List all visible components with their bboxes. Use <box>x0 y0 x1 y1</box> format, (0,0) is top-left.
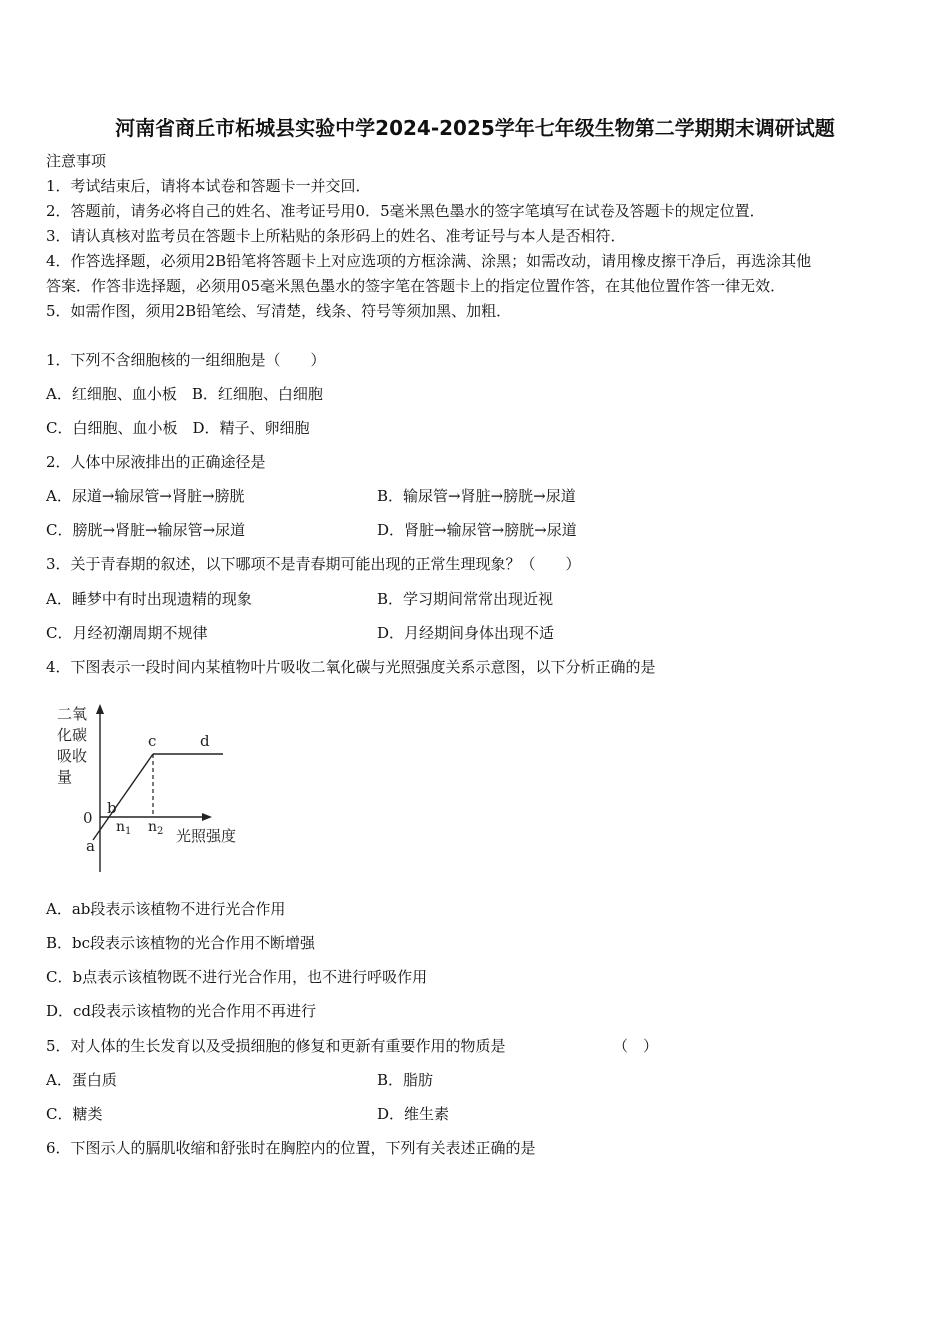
option-b: B．bc段表示该植物的光合作用不断增强 <box>46 934 316 952</box>
answer-paren: （ ） <box>613 1037 659 1055</box>
tick-n1-label: $n_1$ <box>116 819 132 837</box>
x-axis-arrow <box>202 813 212 821</box>
option-c: C．月经初潮周期不规律 <box>46 624 208 642</box>
point-c-label: c <box>148 732 157 750</box>
notice-item: 3．请认真核对监考员在答题卡上所粘贴的条形码上的姓名、准考证号与本人是否相符． <box>46 227 626 245</box>
notice-item: 答案．作答非选择题，必须用05毫米黑色墨水的签字笔在答题卡上的指定位置作答，在其他位置作答一律无效． <box>46 277 786 295</box>
notice-item: 4．作答选择题，必须用2B铅笔将答题卡上对应选项的方框涂满、涂黑；如需改动，请用橡皮擦干净后，再选涂其他 <box>46 252 812 270</box>
option-b: B．学习期间常常出现近视 <box>377 590 554 608</box>
y-axis-label-4: 量 <box>57 768 73 786</box>
y-axis-label-1: 二氧 <box>57 705 88 723</box>
option-a: A．蛋白质 <box>46 1071 117 1089</box>
question-stem: 5．对人体的生长发育以及受损细胞的修复和更新有重要作用的物质是 <box>46 1037 506 1055</box>
point-a-label: a <box>86 837 95 855</box>
option-d: D．月经期间身体出现不适 <box>377 624 555 642</box>
question-stem: 6．下图示人的膈肌收缩和舒张时在胸腔内的位置，下列有关表述正确的是 <box>46 1139 536 1157</box>
notice-heading: 注意事项 <box>46 152 107 170</box>
question-stem: 4．下图表示一段时间内某植物叶片吸收二氧化碳与光照强度关系示意图，以下分析正确的是 <box>46 658 656 676</box>
option-d: D．肾脏→输尿管→膀胱→尿道 <box>377 521 577 539</box>
option-b: B．脂肪 <box>377 1071 434 1089</box>
co2-light-graph <box>50 700 260 875</box>
question-stem: 1．下列不含细胞核的一组细胞是（ ） <box>46 351 326 369</box>
option-c: C．糖类 <box>46 1105 103 1123</box>
option-d: D．cd段表示该植物的光合作用不再进行 <box>46 1002 317 1020</box>
option-b: B．输尿管→肾脏→膀胱→尿道 <box>377 487 576 505</box>
y-axis-label-2: 化碳 <box>57 726 88 744</box>
option-a: A．尿道→输尿管→肾脏→膀胱 <box>46 487 245 505</box>
tick-n2-label: $n_2$ <box>148 819 164 837</box>
option-c: C．膀胱→肾脏→输尿管→尿道 <box>46 521 246 539</box>
notice-item: 1．考试结束后，请将本试卷和答题卡一并交回． <box>46 177 371 195</box>
y-axis-arrow <box>96 704 104 714</box>
notice-item: 2．答题前，请务必将自己的姓名、准考证号用0．5毫米黑色墨水的签字笔填写在试卷及答题卡的规定位置． <box>46 202 765 220</box>
x-axis-label: 光照强度 <box>176 827 237 845</box>
option-a: A．ab段表示该植物不进行光合作用 <box>46 900 286 918</box>
question-stem: 2．人体中尿液排出的正确途径是 <box>46 453 266 471</box>
point-d-label: d <box>200 732 210 750</box>
option-c: C．b点表示该植物既不进行光合作用，也不进行呼吸作用 <box>46 968 428 986</box>
option-d: D．维生素 <box>377 1105 450 1123</box>
option-row: C．白细胞、血小板 D．精子、卵细胞 <box>46 419 310 437</box>
question-stem: 3．关于青春期的叙述，以下哪项不是青春期可能出现的正常生理现象？（ ） <box>46 555 581 573</box>
y-axis-label-3: 吸收 <box>57 747 88 765</box>
origin-label: 0 <box>83 809 93 827</box>
point-b-label: b <box>107 799 117 817</box>
option-row: A．红细胞、血小板 B．红细胞、白细胞 <box>46 385 323 403</box>
page-title: 河南省商丘市柘城县实验中学2024-2025学年七年级生物第二学期期末调研试题 <box>115 116 835 140</box>
option-a: A．睡梦中有时出现遗精的现象 <box>46 590 252 608</box>
notice-item: 5．如需作图，须用2B铅笔绘、写清楚，线条、符号等须加黑、加粗． <box>46 302 512 320</box>
